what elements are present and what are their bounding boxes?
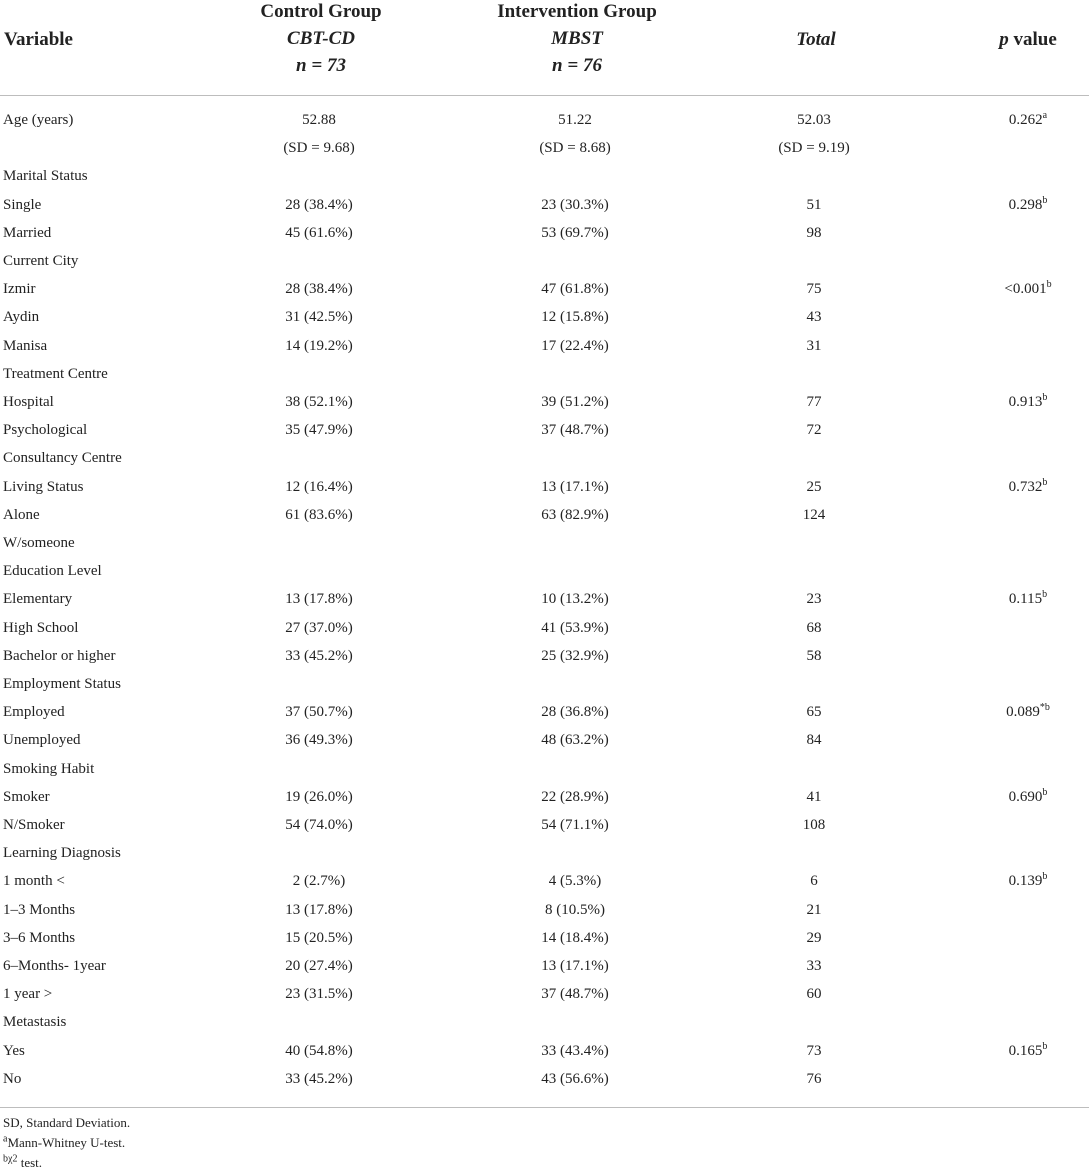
header-p-rest: value (1008, 29, 1057, 50)
cell-control: 12 (16.4%) (285, 478, 353, 495)
cell-intervention: 48 (63.2%) (541, 732, 609, 749)
header-control-title: Control Group (260, 1, 382, 22)
cell-p-value (928, 275, 1089, 303)
cell-variable: Living Status (3, 478, 84, 495)
table-row (0, 360, 1089, 388)
cell-control: 54 (74.0%) (285, 817, 353, 833)
cell-variable: Alone (3, 506, 40, 523)
cell-variable: Unemployed (3, 732, 81, 749)
p-value-text: 0.913 (1008, 394, 1043, 410)
header-control-subtitle: CBT-CD (287, 28, 355, 49)
cell-intervention: 63 (82.9%) (541, 506, 609, 523)
header-intervention-n: n = 76 (552, 55, 602, 76)
footnote-b-mark: bχ2 (3, 1153, 18, 1165)
table-row (0, 924, 1089, 952)
table-row (0, 1008, 1089, 1036)
cell-total: 58 (806, 647, 822, 664)
table-row (0, 416, 1089, 444)
cell-control: 38 (52.1%) (285, 394, 353, 410)
cell-variable: No (3, 1070, 22, 1087)
cell-variable: Manisa (3, 337, 48, 354)
cell-variable: Psychological (3, 422, 88, 439)
footnote-divider (0, 1107, 1089, 1108)
cell-total: 43 (806, 309, 822, 326)
header-p-value (928, 26, 1089, 53)
cell-control: 23 (31.5%) (285, 986, 353, 1003)
cell-total: 29 (806, 929, 822, 946)
table-row (0, 896, 1089, 924)
cell-p-value (928, 783, 1089, 811)
cell-intervention: 13 (17.1%) (541, 478, 609, 495)
cell-control: 45 (61.6%) (285, 224, 353, 241)
cell-total: 23 (806, 591, 822, 608)
cell-intervention: 37 (48.7%) (541, 422, 609, 439)
cell-intervention: 41 (53.9%) (541, 619, 609, 636)
p-value-superscript: b (1042, 476, 1048, 488)
cell-control: 52.88 (302, 112, 336, 128)
p-value-text: 0.139 (1008, 873, 1043, 890)
cell-control: 31 (42.5%) (285, 309, 353, 326)
cell-total: 33 (806, 958, 822, 974)
cell-control: 28 (38.4%) (285, 196, 353, 213)
table-row (0, 1037, 1089, 1065)
cell-intervention: 13 (17.1%) (541, 958, 609, 974)
cell-control: 15 (20.5%) (285, 929, 353, 946)
cell-control: 13 (17.8%) (285, 901, 353, 918)
cell-intervention: 22 (28.9%) (541, 788, 609, 805)
p-value-superscript: b (1046, 279, 1052, 291)
table-row (0, 444, 1089, 472)
header-variable: Variable (4, 29, 73, 50)
cell-intervention: 12 (15.8%) (541, 309, 609, 326)
p-value-superscript: b (1042, 589, 1048, 601)
cell-variable: W/someone (3, 535, 75, 551)
cell-intervention: 17 (22.4%) (541, 337, 609, 354)
p-value-text: 0.690 (1008, 788, 1043, 805)
p-value-superscript: b (1042, 392, 1048, 403)
cell-total: (SD = 9.19) (778, 140, 850, 157)
cell-total: 98 (806, 224, 822, 241)
cell-total: 124 (802, 506, 826, 523)
cell-variable: Treatment Centre (3, 365, 108, 382)
cell-total: 21 (806, 901, 822, 918)
table-row (0, 839, 1089, 867)
table-row (0, 473, 1089, 501)
cell-control: 33 (45.2%) (285, 1070, 353, 1087)
p-value-text: 0.089 (1006, 704, 1040, 721)
cell-control: 19 (26.0%) (285, 788, 353, 805)
header-intervention-subtitle: MBST (551, 28, 603, 49)
header-control-group (221, 0, 421, 79)
cell-p-value (928, 698, 1089, 726)
cell-intervention: 43 (56.6%) (541, 1070, 609, 1087)
cell-intervention: 28 (36.8%) (541, 704, 609, 721)
cell-variable: Learning Diagnosis (3, 845, 121, 862)
cell-intervention: 23 (30.3%) (541, 196, 609, 213)
cell-variable: 1 month < (3, 873, 65, 890)
cell-variable: 3–6 Months (3, 929, 76, 946)
cell-intervention: 39 (51.2%) (541, 394, 609, 410)
cell-control: 2 (2.7%) (292, 873, 346, 890)
footnotes (3, 1113, 130, 1173)
table-row (0, 952, 1089, 980)
cell-intervention: 4 (5.3%) (548, 873, 602, 890)
footnote-a-text: Mann-Whitney U-test. (7, 1135, 126, 1150)
cell-variable: 1 year > (3, 986, 53, 1003)
table-row (0, 275, 1089, 303)
cell-intervention: (SD = 8.68) (539, 140, 611, 157)
table-row (0, 332, 1089, 360)
cell-intervention: 51.22 (558, 112, 592, 128)
cell-variable: Aydin (3, 309, 40, 326)
p-value-text: 0.165 (1008, 1042, 1043, 1059)
cell-variable: Current City (3, 253, 79, 269)
table-row (0, 811, 1089, 839)
table-row (0, 106, 1089, 134)
cell-variable: 6–Months- 1year (3, 958, 106, 974)
cell-total: 73 (806, 1042, 822, 1059)
cell-p-value (928, 191, 1089, 219)
table-row (0, 557, 1089, 585)
table-row (0, 501, 1089, 529)
cell-variable: Employed (3, 704, 65, 721)
cell-variable: Smoking Habit (3, 760, 95, 777)
cell-control: 61 (83.6%) (285, 506, 353, 523)
cell-control: 37 (50.7%) (285, 704, 353, 721)
p-value-superscript: b (1042, 871, 1048, 883)
cell-total: 77 (806, 394, 822, 410)
p-value-superscript: b (1042, 194, 1048, 206)
cell-variable: N/Smoker (3, 817, 65, 833)
footnote-b-text: test. (17, 1155, 43, 1170)
cell-p-value (928, 1037, 1089, 1065)
cell-total: 65 (806, 704, 822, 721)
cell-control: 13 (17.8%) (285, 591, 353, 608)
table-row (0, 867, 1089, 895)
cell-variable: Metastasis (3, 1014, 67, 1031)
cell-intervention: 54 (71.1%) (541, 817, 609, 833)
cell-p-value (928, 473, 1089, 501)
cell-total: 52.03 (797, 112, 831, 128)
cell-total: 31 (806, 337, 822, 354)
cell-total: 60 (806, 986, 822, 1003)
cell-intervention: 47 (61.8%) (541, 281, 609, 298)
table-row (0, 585, 1089, 613)
table-row (0, 191, 1089, 219)
header-intervention-title: Intervention Group (497, 1, 657, 22)
table-row (0, 247, 1089, 275)
cell-p-value (928, 867, 1089, 895)
cell-total: 68 (806, 619, 822, 636)
cell-variable: High School (3, 619, 79, 636)
cell-variable: Consultancy Centre (3, 450, 122, 467)
table-header (0, 0, 1089, 96)
cell-intervention: 25 (32.9%) (541, 647, 609, 664)
cell-intervention: 33 (43.4%) (541, 1042, 609, 1059)
cell-control: 28 (38.4%) (285, 281, 353, 298)
p-value-text: <0.001 (1004, 281, 1047, 298)
cell-variable: Bachelor or higher (3, 647, 116, 664)
cell-intervention: 37 (48.7%) (541, 986, 609, 1003)
header-control-n: n = 73 (296, 55, 346, 76)
p-value-superscript: *b (1039, 702, 1050, 714)
cell-variable: Elementary (3, 591, 73, 608)
cell-p-value (928, 388, 1089, 416)
cell-total: 51 (806, 196, 822, 213)
cell-variable: Age (years) (3, 112, 74, 128)
cell-variable: Single (3, 196, 42, 213)
cell-intervention: 53 (69.7%) (541, 224, 609, 241)
cell-control: 35 (47.9%) (285, 422, 353, 439)
cell-control: 27 (37.0%) (285, 619, 353, 636)
header-p-italic: p (999, 29, 1009, 50)
cell-p-value (928, 106, 1089, 134)
cell-variable: 1–3 Months (3, 901, 76, 918)
header-intervention-group (477, 0, 677, 79)
cell-variable: Hospital (3, 394, 54, 410)
table-row (0, 303, 1089, 331)
table-row (0, 219, 1089, 247)
cell-variable: Izmir (3, 281, 36, 298)
cell-control: 33 (45.2%) (285, 647, 353, 664)
cell-intervention: 14 (18.4%) (541, 929, 609, 946)
p-value-superscript: b (1042, 1040, 1048, 1052)
cell-total: 25 (806, 478, 822, 495)
table-row (0, 388, 1089, 416)
table-row (0, 642, 1089, 670)
cell-total: 75 (806, 281, 822, 298)
table-row (0, 698, 1089, 726)
footnote-a (3, 1133, 130, 1153)
cell-variable: Marital Status (3, 168, 88, 185)
cell-variable: Yes (3, 1042, 25, 1059)
p-value-text: 0.262 (1008, 112, 1043, 128)
cell-control: (SD = 9.68) (283, 140, 355, 157)
footnote-sd: SD, Standard Deviation. (3, 1115, 131, 1130)
p-value-superscript: a (1042, 110, 1048, 121)
footnote-a-mark: a (3, 1133, 8, 1145)
cell-total: 41 (806, 788, 822, 805)
table-row (0, 529, 1089, 557)
cell-total: 6 (810, 873, 818, 890)
table-body (0, 96, 1089, 1108)
cell-total: 72 (806, 422, 822, 439)
p-value-text: 0.732 (1008, 478, 1043, 495)
footnote-b (3, 1153, 130, 1173)
cell-variable: Education Level (3, 563, 102, 580)
cell-intervention: 8 (10.5%) (545, 901, 605, 918)
cell-control: 14 (19.2%) (285, 337, 353, 354)
cell-variable: Employment Status (3, 676, 121, 692)
p-value-superscript: b (1042, 786, 1048, 798)
p-value-text: 0.298 (1008, 196, 1043, 213)
table-row (0, 614, 1089, 642)
table-row (0, 755, 1089, 783)
cell-total: 84 (806, 732, 822, 749)
table-row (0, 134, 1089, 162)
table-row (0, 726, 1089, 754)
header-total: Total (796, 29, 836, 50)
cell-control: 36 (49.3%) (285, 732, 353, 749)
cell-control: 40 (54.8%) (285, 1042, 353, 1059)
cell-variable: Smoker (3, 788, 50, 805)
table-row (0, 670, 1089, 698)
table-row (0, 980, 1089, 1008)
table-row (0, 783, 1089, 811)
cell-control: 20 (27.4%) (285, 958, 353, 974)
cell-intervention: 10 (13.2%) (541, 591, 609, 608)
cell-total: 76 (806, 1070, 822, 1087)
table-row (0, 1065, 1089, 1093)
cell-total: 108 (802, 817, 826, 833)
cell-variable: Married (3, 224, 52, 241)
cell-p-value (928, 585, 1089, 613)
table-row (0, 162, 1089, 190)
p-value-text: 0.115 (1008, 591, 1043, 608)
